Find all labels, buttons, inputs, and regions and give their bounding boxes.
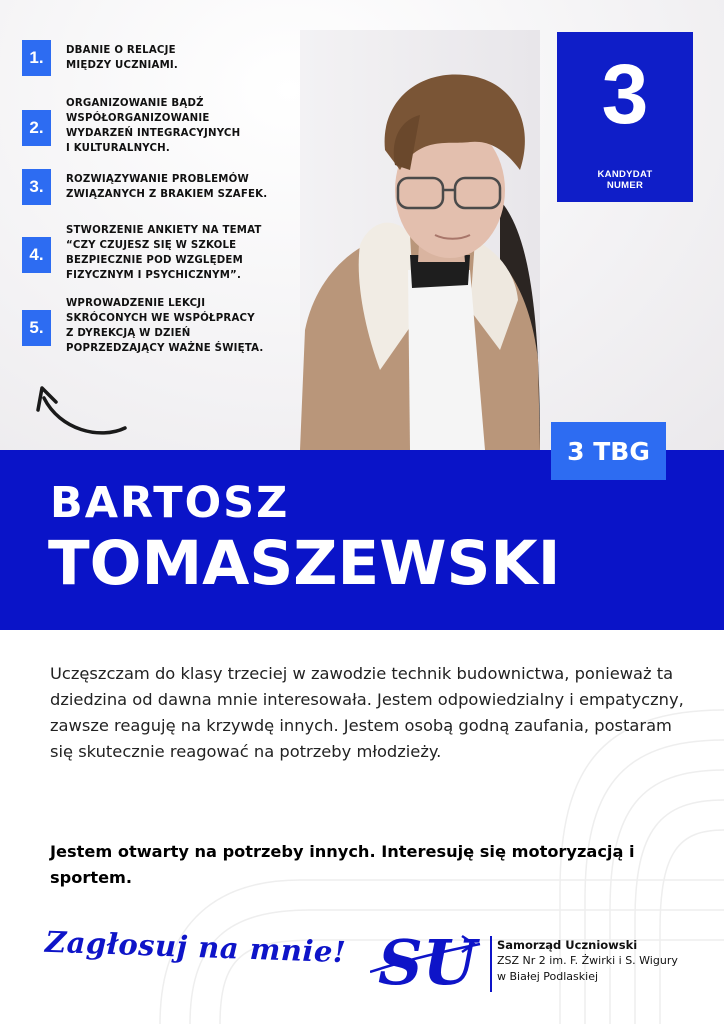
student-council-logo — [370, 922, 488, 1002]
vote-slogan: Zagłosuj na mnie! — [44, 924, 347, 970]
item-number: 5. — [22, 310, 51, 346]
org-divider — [490, 936, 492, 992]
item-text: DBANIE O RELACJE MIĘDZY UCZNIAMI. — [66, 45, 178, 71]
candidate-number: 3 — [601, 47, 649, 141]
bio-highlight: Jestem otwarty na potrzeby innych. Interesuję się motoryzacją i sportem. — [50, 842, 635, 887]
candidate-last-name: TOMASZEWSKI — [48, 528, 561, 599]
item-number: 2. — [22, 110, 51, 146]
candidate-number-label: KANDYDAT NUMER — [597, 169, 653, 191]
org-title: Samorząd Uczniowski — [497, 938, 638, 952]
class-badge: 3 TBG — [551, 422, 666, 480]
program-item — [22, 223, 262, 283]
candidate-number-box — [557, 32, 693, 202]
org-line-2: w Białej Podlaskiej — [497, 970, 599, 983]
bio-paragraph: Uczęszczam do klasy trzeciej w zawodzie technik budownictwa, ponieważ ta dziedzina od dawna mnie interesowała. Jestem odpowiedzialny i empatyczny, zawsze reaguję na krzywdę innych. Jestem osobą godną zaufania, postaram się skutecznie reagować na potrzeby młodzieży. — [50, 664, 684, 761]
item-number: 4. — [22, 237, 51, 273]
item-text: ROZWIĄZYWANIE PROBLEMÓW ZWIĄZANYCH Z BRAKIEM SZAFEK. — [66, 174, 268, 200]
item-text: WPROWADZENIE LEKCJI SKRÓCONYCH WE WSPÓŁPRACY Z DYREKCJĄ W DZIEŃ POPRZEDZAJĄCY WAŻNE ŚWIĘTA. — [66, 298, 264, 354]
program-item — [22, 169, 267, 205]
program-item — [22, 296, 264, 356]
program-item — [22, 96, 240, 158]
program-item — [22, 40, 178, 76]
org-line-1: ZSZ Nr 2 im. F. Żwirki i S. Wigury — [497, 954, 678, 967]
item-text: ORGANIZOWANIE BĄDŹ WSPÓŁORGANIZOWANIE WYDARZEŃ INTEGRACYJNYCH I KULTURALNYCH. — [66, 98, 241, 154]
org-info — [497, 937, 678, 985]
item-text: STWORZENIE ANKIETY NA TEMAT “CZY CZUJESZ SIĘ W SZKOLE BEZPIECZNIE POD WZGLĘDEM FIZYCZNYM I PSYCHICZNYM”. — [66, 225, 262, 281]
candidate-first-name: BARTOSZ — [50, 478, 290, 528]
candidate-photo — [300, 30, 540, 450]
curved-arrow-icon — [30, 370, 130, 440]
item-number: 3. — [22, 169, 51, 205]
logo-text: SU — [378, 926, 477, 999]
item-number: 1. — [22, 40, 51, 76]
